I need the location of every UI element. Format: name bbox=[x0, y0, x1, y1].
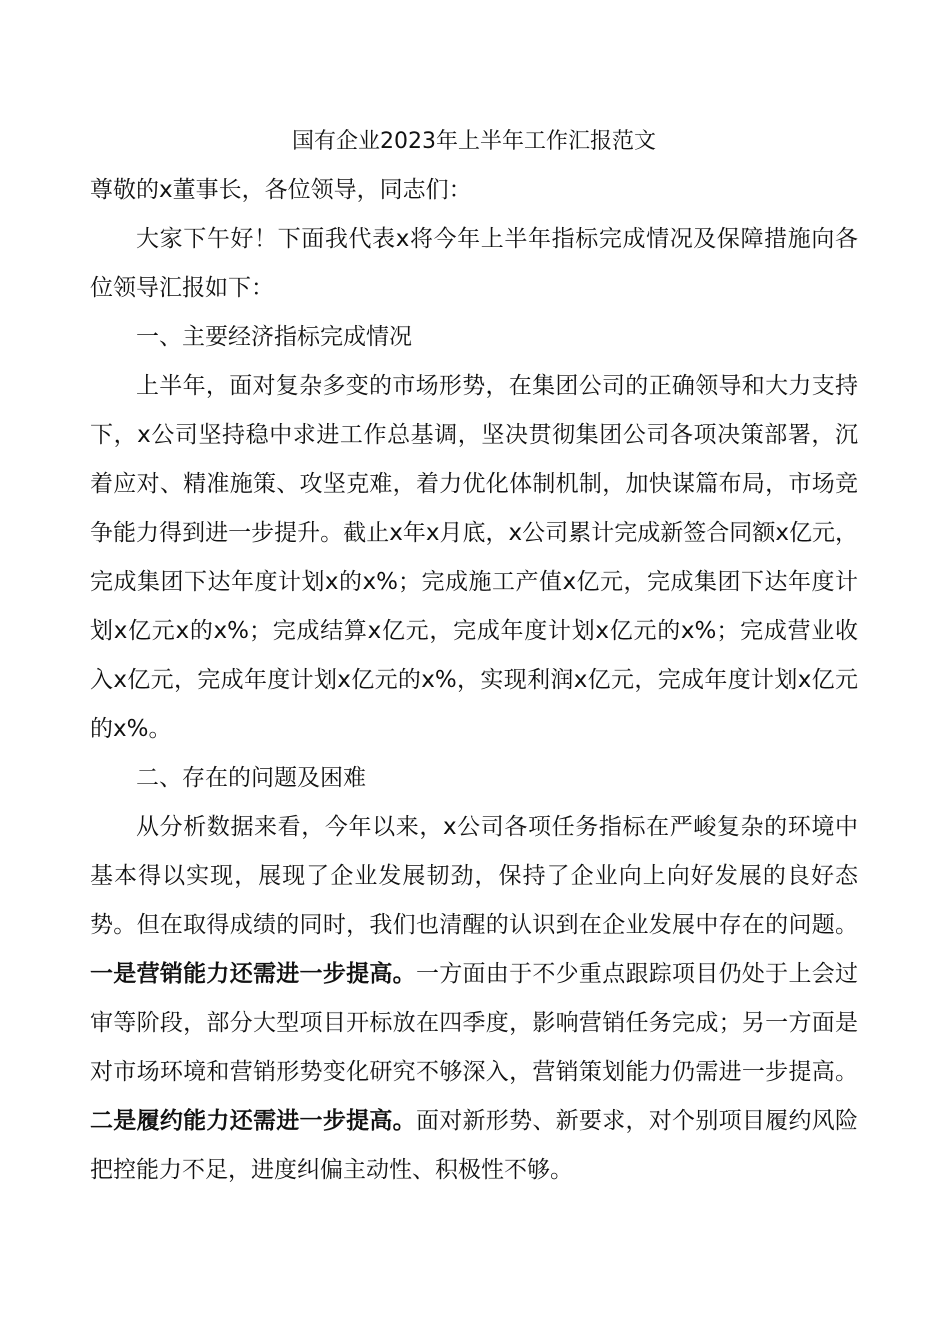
point-2-title: 二是履约能力还需进一步提高。 bbox=[90, 1108, 416, 1134]
point-2-body: 面对新形势、新要求，对个别项目履约风险把控能力不足，进度纠偏主动性、积极性不够。 bbox=[90, 1108, 858, 1183]
section-2-intro: 从分析数据来看，今年以来，x公司各项任务指标在严峻复杂的环境中基本得以实现，展现了企业发展韧劲，保持了企业向上向好发展的良好态势。但在取得成绩的同时，我们也清醒的认识到在企业发展中存在的问题。 bbox=[90, 814, 858, 938]
document-page bbox=[90, 118, 858, 1195]
section-2-heading: 二、存在的问题及困难 bbox=[136, 765, 366, 791]
section-1-heading: 一、主要经济指标完成情况 bbox=[136, 324, 412, 350]
point-1-title: 一是营销能力还需进一步提高。 bbox=[90, 961, 416, 987]
point-1-body: 一方面由于不少重点跟踪项目仍处于上会过审等阶段，部分大型项目开标放在四季度，影响营销任务完成；另一方面是对市场环境和营销形势变化研究不够深入，营销策划能力仍需进一步提高。 bbox=[90, 961, 858, 1085]
document-title: 国有企业2023年上半年工作汇报范文 bbox=[292, 129, 656, 154]
greeting-paragraph: 大家下午好！下面我代表x将今年上半年指标完成情况及保障措施向各位领导汇报如下： bbox=[90, 226, 858, 301]
section-2-body bbox=[90, 803, 858, 1195]
salutation: 尊敬的x董事长，各位领导，同志们： bbox=[90, 177, 472, 203]
section-1-body: 上半年，面对复杂多变的市场形势，在集团公司的正确领导和大力支持下，x公司坚持稳中求进工作总基调，坚决贯彻集团公司各项决策部署，沉着应对、精准施策、攻坚克难，着力优化体制机制，加快谋篇布局，市场竞争能力得到进一步提升。截止x年x月底，x公司累计完成新签合同额x亿元，完成集团下达年度计划x的x%；完成施工产值x亿元，完成集团下达年度计划x亿元x的x%；完成结算x亿元，完成年度计划x亿元的x%；完成营业收入x亿元，完成年度计划x亿元的x%，实现利润x亿元，完成年度计划x亿元的x%。 bbox=[90, 373, 858, 742]
